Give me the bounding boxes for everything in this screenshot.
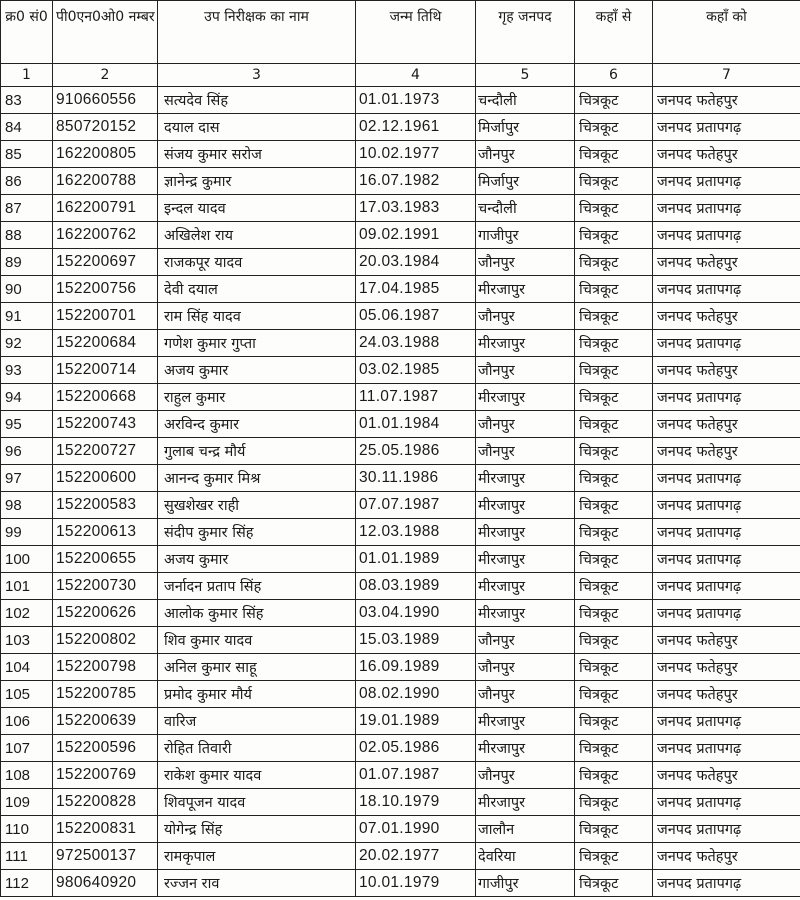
home-district-cell: मीरजापुर: [476, 735, 575, 762]
to-cell: जनपद फतेहपुर: [653, 762, 800, 789]
from-cell: चित्रकूट: [575, 735, 653, 762]
home-district-cell: मीरजापुर: [476, 708, 575, 735]
from-cell: चित्रकूट: [575, 330, 653, 357]
dob-cell: 07.01.1990: [356, 816, 476, 843]
officer-name-cell: सत्यदेव सिंह: [158, 87, 356, 114]
serial-no-cell: 84: [1, 114, 53, 141]
pno-number-cell: 152200655: [53, 546, 158, 573]
table-body: [1, 87, 800, 897]
pno-number-cell: 152200769: [53, 762, 158, 789]
table-row: [1, 438, 800, 465]
to-cell: जनपद फतेहपुर: [653, 627, 800, 654]
pno-number-cell: 152200743: [53, 411, 158, 438]
officer-name-cell: सुखशेखर राही: [158, 492, 356, 519]
officer-name-cell: रोहित तिवारी: [158, 735, 356, 762]
table-row: [1, 654, 800, 681]
dob-cell: 01.01.1989: [356, 546, 476, 573]
table-row: [1, 411, 800, 438]
officer-name-cell: इन्दल यादव: [158, 195, 356, 222]
officer-name-cell: देवी दयाल: [158, 276, 356, 303]
dob-cell: 16.09.1989: [356, 654, 476, 681]
table-row: [1, 465, 800, 492]
pno-number-cell: 152200714: [53, 357, 158, 384]
officer-name-cell: शिवपूजन यादव: [158, 789, 356, 816]
dob-cell: 03.02.1985: [356, 357, 476, 384]
dob-cell: 03.04.1990: [356, 600, 476, 627]
table-row: [1, 681, 800, 708]
home-district-cell: मीरजापुर: [476, 546, 575, 573]
home-district-cell: जौनपुर: [476, 303, 575, 330]
dob-cell: 05.06.1987: [356, 303, 476, 330]
from-cell: चित्रकूट: [575, 141, 653, 168]
header-to: कहाँ को: [653, 1, 800, 64]
to-cell: जनपद फतेहपुर: [653, 654, 800, 681]
pno-number-cell: 152200600: [53, 465, 158, 492]
pno-number-cell: 152200802: [53, 627, 158, 654]
serial-no-cell: 103: [1, 627, 53, 654]
pno-number-cell: 152200785: [53, 681, 158, 708]
serial-no-cell: 105: [1, 681, 53, 708]
dob-cell: 12.03.1988: [356, 519, 476, 546]
from-cell: चित्रकूट: [575, 600, 653, 627]
table-row: [1, 492, 800, 519]
column-number: 2: [53, 64, 158, 87]
dob-cell: 16.07.1982: [356, 168, 476, 195]
officer-name-cell: अखिलेश राय: [158, 222, 356, 249]
column-number: 6: [575, 64, 653, 87]
column-number-row: [1, 64, 800, 87]
serial-no-cell: 91: [1, 303, 53, 330]
from-cell: चित्रकूट: [575, 654, 653, 681]
table-row: [1, 222, 800, 249]
table-row: [1, 384, 800, 411]
header-row: [1, 1, 800, 64]
pno-number-cell: 152200798: [53, 654, 158, 681]
header-pno-number: पी0एन0ओ0 नम्बर: [53, 1, 158, 64]
serial-no-cell: 89: [1, 249, 53, 276]
serial-no-cell: 110: [1, 816, 53, 843]
pno-number-cell: 152200639: [53, 708, 158, 735]
home-district-cell: जौनपुर: [476, 762, 575, 789]
to-cell: जनपद फतेहपुर: [653, 438, 800, 465]
officer-name-cell: प्रमोद कुमार मौर्य: [158, 681, 356, 708]
header-serial-no: क्र0 सं0: [1, 1, 53, 64]
header-home-district: गृह जनपद: [476, 1, 575, 64]
serial-no-cell: 108: [1, 762, 53, 789]
pno-number-cell: 162200791: [53, 195, 158, 222]
pno-number-cell: 162200805: [53, 141, 158, 168]
home-district-cell: मीरजापुर: [476, 384, 575, 411]
serial-no-cell: 87: [1, 195, 53, 222]
table-row: [1, 573, 800, 600]
serial-no-cell: 83: [1, 87, 53, 114]
table-row: [1, 735, 800, 762]
column-number: 4: [356, 64, 476, 87]
home-district-cell: जौनपुर: [476, 411, 575, 438]
pno-number-cell: 152200613: [53, 519, 158, 546]
to-cell: जनपद प्रतापगढ़: [653, 600, 800, 627]
serial-no-cell: 104: [1, 654, 53, 681]
officer-name-cell: ज्ञानेन्द्र कुमार: [158, 168, 356, 195]
to-cell: जनपद फतेहपुर: [653, 303, 800, 330]
dob-cell: 01.01.1973: [356, 87, 476, 114]
home-district-cell: मीरजापुर: [476, 789, 575, 816]
serial-no-cell: 99: [1, 519, 53, 546]
to-cell: जनपद प्रतापगढ़: [653, 735, 800, 762]
from-cell: चित्रकूट: [575, 384, 653, 411]
table-row: [1, 600, 800, 627]
home-district-cell: मिर्जापुर: [476, 168, 575, 195]
officer-name-cell: शिव कुमार यादव: [158, 627, 356, 654]
dob-cell: 24.03.1988: [356, 330, 476, 357]
pno-number-cell: 152200756: [53, 276, 158, 303]
officer-name-cell: राकेश कुमार यादव: [158, 762, 356, 789]
from-cell: चित्रकूट: [575, 870, 653, 897]
table-row: [1, 708, 800, 735]
pno-number-cell: 972500137: [53, 843, 158, 870]
pno-number-cell: 980640920: [53, 870, 158, 897]
table-row: [1, 546, 800, 573]
home-district-cell: मीरजापुर: [476, 330, 575, 357]
table-row: [1, 303, 800, 330]
pno-number-cell: 152200727: [53, 438, 158, 465]
home-district-cell: जौनपुर: [476, 681, 575, 708]
to-cell: जनपद प्रतापगढ़: [653, 492, 800, 519]
home-district-cell: गाजीपुर: [476, 870, 575, 897]
from-cell: चित्रकूट: [575, 411, 653, 438]
to-cell: जनपद फतेहपुर: [653, 87, 800, 114]
home-district-cell: चन्दौली: [476, 195, 575, 222]
officer-name-cell: गणेश कुमार गुप्ता: [158, 330, 356, 357]
table-row: [1, 330, 800, 357]
officer-name-cell: राम सिंह यादव: [158, 303, 356, 330]
to-cell: जनपद प्रतापगढ़: [653, 168, 800, 195]
to-cell: जनपद फतेहपुर: [653, 357, 800, 384]
table-row: [1, 141, 800, 168]
to-cell: जनपद प्रतापगढ़: [653, 114, 800, 141]
serial-no-cell: 95: [1, 411, 53, 438]
dob-cell: 02.05.1986: [356, 735, 476, 762]
dob-cell: 20.03.1984: [356, 249, 476, 276]
from-cell: चित्रकूट: [575, 465, 653, 492]
pno-number-cell: 910660556: [53, 87, 158, 114]
home-district-cell: जालौन: [476, 816, 575, 843]
to-cell: जनपद प्रतापगढ़: [653, 276, 800, 303]
serial-no-cell: 88: [1, 222, 53, 249]
from-cell: चित्रकूट: [575, 816, 653, 843]
from-cell: चित्रकूट: [575, 438, 653, 465]
dob-cell: 15.03.1989: [356, 627, 476, 654]
table-row: [1, 627, 800, 654]
serial-no-cell: 96: [1, 438, 53, 465]
to-cell: जनपद प्रतापगढ़: [653, 519, 800, 546]
dob-cell: 25.05.1986: [356, 438, 476, 465]
serial-no-cell: 111: [1, 843, 53, 870]
home-district-cell: जौनपुर: [476, 357, 575, 384]
pno-number-cell: 152200831: [53, 816, 158, 843]
table-row: [1, 276, 800, 303]
from-cell: चित्रकूट: [575, 168, 653, 195]
from-cell: चित्रकूट: [575, 249, 653, 276]
from-cell: चित्रकूट: [575, 303, 653, 330]
serial-no-cell: 106: [1, 708, 53, 735]
to-cell: जनपद प्रतापगढ़: [653, 465, 800, 492]
pno-number-cell: 152200583: [53, 492, 158, 519]
table-row: [1, 249, 800, 276]
from-cell: चित्रकूट: [575, 789, 653, 816]
dob-cell: 08.03.1989: [356, 573, 476, 600]
dob-cell: 01.07.1987: [356, 762, 476, 789]
dob-cell: 20.02.1977: [356, 843, 476, 870]
to-cell: जनपद प्रतापगढ़: [653, 816, 800, 843]
dob-cell: 17.03.1983: [356, 195, 476, 222]
dob-cell: 11.07.1987: [356, 384, 476, 411]
to-cell: जनपद प्रतापगढ़: [653, 708, 800, 735]
from-cell: चित्रकूट: [575, 195, 653, 222]
serial-no-cell: 109: [1, 789, 53, 816]
officer-name-cell: आलोक कुमार सिंह: [158, 600, 356, 627]
table-row: [1, 114, 800, 141]
serial-no-cell: 93: [1, 357, 53, 384]
officer-name-cell: रामकृपाल: [158, 843, 356, 870]
home-district-cell: मीरजापुर: [476, 465, 575, 492]
to-cell: जनपद प्रतापगढ़: [653, 384, 800, 411]
dob-cell: 30.11.1986: [356, 465, 476, 492]
home-district-cell: मिर्जापुर: [476, 114, 575, 141]
officer-name-cell: गुलाब चन्द्र मौर्य: [158, 438, 356, 465]
from-cell: चित्रकूट: [575, 114, 653, 141]
pno-number-cell: 152200828: [53, 789, 158, 816]
pno-number-cell: 152200697: [53, 249, 158, 276]
serial-no-cell: 102: [1, 600, 53, 627]
pno-number-cell: 152200730: [53, 573, 158, 600]
to-cell: जनपद प्रतापगढ़: [653, 789, 800, 816]
to-cell: जनपद फतेहपुर: [653, 843, 800, 870]
officer-name-cell: राजकपूर यादव: [158, 249, 356, 276]
to-cell: जनपद प्रतापगढ़: [653, 222, 800, 249]
column-number: 1: [1, 64, 53, 87]
table-row: [1, 843, 800, 870]
serial-no-cell: 98: [1, 492, 53, 519]
table-row: [1, 87, 800, 114]
serial-no-cell: 112: [1, 870, 53, 897]
table-header: [1, 1, 800, 87]
officer-name-cell: अरविन्द कुमार: [158, 411, 356, 438]
home-district-cell: जौनपुर: [476, 438, 575, 465]
table-row: [1, 168, 800, 195]
dob-cell: 19.01.1989: [356, 708, 476, 735]
from-cell: चित्रकूट: [575, 276, 653, 303]
dob-cell: 10.02.1977: [356, 141, 476, 168]
table-row: [1, 870, 800, 897]
header-dob: जन्म तिथि: [356, 1, 476, 64]
officer-name-cell: राहुल कुमार: [158, 384, 356, 411]
from-cell: चित्रकूट: [575, 519, 653, 546]
serial-no-cell: 86: [1, 168, 53, 195]
to-cell: जनपद फतेहपुर: [653, 141, 800, 168]
home-district-cell: जौनपुर: [476, 249, 575, 276]
header-from: कहाँ से: [575, 1, 653, 64]
home-district-cell: मीरजापुर: [476, 519, 575, 546]
serial-no-cell: 90: [1, 276, 53, 303]
serial-no-cell: 97: [1, 465, 53, 492]
pno-number-cell: 152200626: [53, 600, 158, 627]
pno-number-cell: 162200788: [53, 168, 158, 195]
to-cell: जनपद प्रतापगढ़: [653, 195, 800, 222]
dob-cell: 08.02.1990: [356, 681, 476, 708]
officer-name-cell: आनन्द कुमार मिश्र: [158, 465, 356, 492]
officer-name-cell: वारिज: [158, 708, 356, 735]
serial-no-cell: 85: [1, 141, 53, 168]
table-row: [1, 195, 800, 222]
dob-cell: 07.07.1987: [356, 492, 476, 519]
serial-no-cell: 94: [1, 384, 53, 411]
home-district-cell: मीरजापुर: [476, 276, 575, 303]
officer-name-cell: संजय कुमार सरोज: [158, 141, 356, 168]
serial-no-cell: 107: [1, 735, 53, 762]
home-district-cell: चन्दौली: [476, 87, 575, 114]
from-cell: चित्रकूट: [575, 681, 653, 708]
home-district-cell: जौनपुर: [476, 627, 575, 654]
to-cell: जनपद प्रतापगढ़: [653, 573, 800, 600]
dob-cell: 10.01.1979: [356, 870, 476, 897]
to-cell: जनपद फतेहपुर: [653, 249, 800, 276]
from-cell: चित्रकूट: [575, 843, 653, 870]
column-number: 3: [158, 64, 356, 87]
pno-number-cell: 152200701: [53, 303, 158, 330]
officer-name-cell: अजय कुमार: [158, 546, 356, 573]
header-name: उप निरीक्षक का नाम: [158, 1, 356, 64]
dob-cell: 18.10.1979: [356, 789, 476, 816]
officer-name-cell: योगेन्द्र सिंह: [158, 816, 356, 843]
serial-no-cell: 100: [1, 546, 53, 573]
pno-number-cell: 850720152: [53, 114, 158, 141]
serial-no-cell: 92: [1, 330, 53, 357]
dob-cell: 01.01.1984: [356, 411, 476, 438]
dob-cell: 02.12.1961: [356, 114, 476, 141]
pno-number-cell: 152200684: [53, 330, 158, 357]
officer-name-cell: जर्नादन प्रताप सिंह: [158, 573, 356, 600]
to-cell: जनपद फतेहपुर: [653, 681, 800, 708]
to-cell: जनपद प्रतापगढ़: [653, 546, 800, 573]
officer-name-cell: दयाल दास: [158, 114, 356, 141]
column-number: 5: [476, 64, 575, 87]
home-district-cell: जौनपुर: [476, 654, 575, 681]
from-cell: चित्रकूट: [575, 492, 653, 519]
to-cell: जनपद प्रतापगढ़: [653, 870, 800, 897]
officer-name-cell: अनिल कुमार साहू: [158, 654, 356, 681]
home-district-cell: जौनपुर: [476, 141, 575, 168]
table-row: [1, 762, 800, 789]
from-cell: चित्रकूट: [575, 762, 653, 789]
to-cell: जनपद फतेहपुर: [653, 411, 800, 438]
officer-name-cell: संदीप कुमार सिंह: [158, 519, 356, 546]
pno-number-cell: 152200668: [53, 384, 158, 411]
dob-cell: 17.04.1985: [356, 276, 476, 303]
from-cell: चित्रकूट: [575, 546, 653, 573]
home-district-cell: मीरजापुर: [476, 573, 575, 600]
to-cell: जनपद प्रतापगढ़: [653, 330, 800, 357]
table-row: [1, 789, 800, 816]
table-row: [1, 357, 800, 384]
from-cell: चित्रकूट: [575, 87, 653, 114]
home-district-cell: मीरजापुर: [476, 600, 575, 627]
pno-number-cell: 162200762: [53, 222, 158, 249]
from-cell: चित्रकूट: [575, 222, 653, 249]
home-district-cell: देवरिया: [476, 843, 575, 870]
home-district-cell: गाजीपुर: [476, 222, 575, 249]
from-cell: चित्रकूट: [575, 357, 653, 384]
home-district-cell: मीरजापुर: [476, 492, 575, 519]
pno-number-cell: 152200596: [53, 735, 158, 762]
from-cell: चित्रकूट: [575, 627, 653, 654]
officer-name-cell: रज्जन राव: [158, 870, 356, 897]
serial-no-cell: 101: [1, 573, 53, 600]
dob-cell: 09.02.1991: [356, 222, 476, 249]
table-row: [1, 816, 800, 843]
from-cell: चित्रकूट: [575, 708, 653, 735]
table-row: [1, 519, 800, 546]
officer-name-cell: अजय कुमार: [158, 357, 356, 384]
column-number: 7: [653, 64, 800, 87]
from-cell: चित्रकूट: [575, 573, 653, 600]
